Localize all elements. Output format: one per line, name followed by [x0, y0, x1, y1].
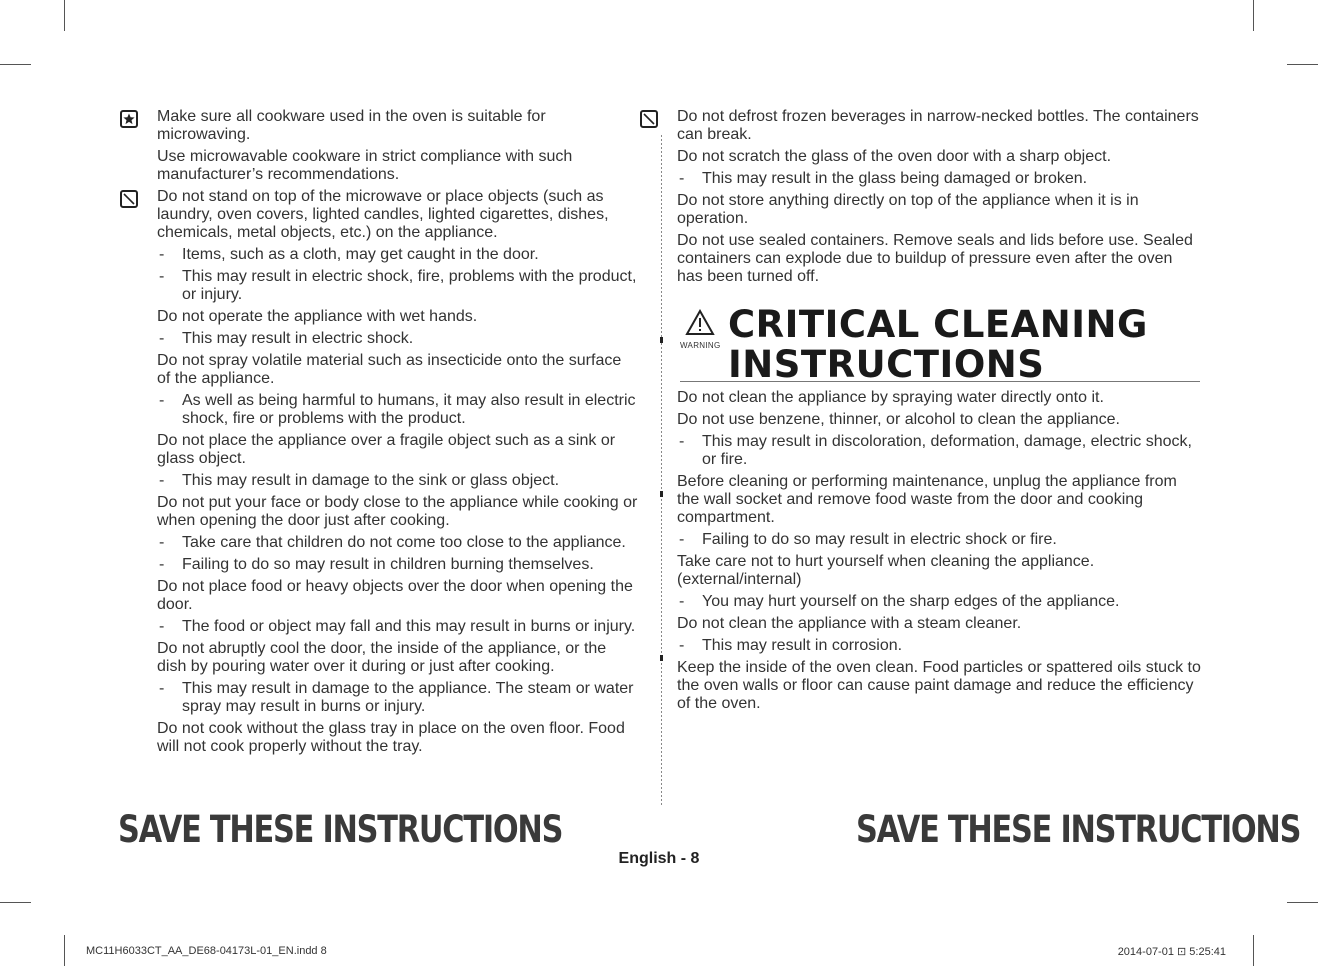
text: Do not defrost frozen beverages in narrow-necked bottles. The containers can break.: [677, 108, 1199, 143]
text: Keep the inside of the oven clean. Food particles or spattered oils stuck to the oven walls or floor can cause paint damage and reduce the efficiency of the oven.: [677, 659, 1201, 712]
divider-mark: [660, 655, 663, 661]
text: Do not put your face or body close to the appliance while cooking or when opening the door just after cooking.: [157, 494, 638, 529]
paragraph: [677, 659, 1202, 713]
paragraph: [157, 720, 639, 756]
bullet-item: [157, 680, 639, 716]
prohibited-icon: [640, 110, 658, 128]
bullet-item: [157, 268, 639, 304]
crop-mark: [1287, 64, 1318, 65]
text: Do not scratch the glass of the oven door with a sharp object.: [677, 148, 1112, 165]
paragraph: [157, 148, 639, 184]
text: Take care not to hurt yourself when cleaning the appliance. (external/internal): [677, 553, 1095, 588]
bullet-item: [677, 531, 1202, 549]
paragraph: [157, 494, 639, 530]
text: Do not abruptly cool the door, the inside of the appliance, or the dish by pouring water over it during or just after cooking.: [157, 640, 607, 675]
text: Do not spray volatile material such as insecticide onto the surface of the appliance.: [157, 352, 622, 387]
page-number: English - 8: [618, 850, 700, 867]
bullet-item: [157, 246, 639, 264]
paragraph: [677, 615, 1202, 633]
crop-mark: [1253, 0, 1254, 31]
text: You may hurt yourself on the sharp edges of the appliance.: [702, 593, 1120, 610]
text: Failing to do so may result in children burning themselves.: [182, 556, 594, 573]
crop-mark: [0, 902, 31, 903]
bullet-item: [677, 637, 1202, 655]
paragraph: [157, 432, 639, 468]
text: Do not operate the appliance with wet hands.: [157, 308, 478, 325]
divider-mark: [660, 491, 663, 497]
column-divider: [661, 135, 662, 805]
paragraph: [157, 352, 639, 388]
divider-mark: [660, 337, 663, 343]
text: Failing to do so may result in electric shock or fire.: [702, 531, 1057, 548]
text: This may result in electric shock, fire, problems with the product, or injury.: [182, 268, 637, 303]
paragraph: [157, 640, 639, 676]
text: Do not use sealed containers. Remove seals and lids before use. Sealed containers can explode due to buildup of pressure even after the oven has been turned off.: [677, 232, 1193, 285]
bullet-item: [157, 392, 639, 428]
paragraph: [677, 148, 1202, 166]
text: Do not store anything directly on top of the appliance when it is in operation.: [677, 192, 1139, 227]
text: Do not use benzene, thinner, or alcohol to clean the appliance.: [677, 411, 1120, 428]
text: Make sure all cookware used in the oven is suitable for microwaving.: [157, 108, 546, 143]
heading-line-2: INSTRUCTIONS: [728, 343, 1045, 386]
bullet-item: [157, 534, 639, 552]
crop-mark: [1287, 902, 1318, 903]
heading-line-1: CRITICAL CLEANING: [728, 303, 1148, 346]
paragraph: [677, 411, 1202, 429]
text: This may result in damage to the appliance. The steam or water spray may result in burns or injury.: [182, 680, 634, 715]
text: As well as being harmful to humans, it may also result in electric shock, fire or problems with the product.: [182, 392, 636, 427]
icon-paragraph: [157, 188, 639, 242]
prohibited-icon: [120, 190, 138, 208]
paragraph: [677, 389, 1202, 407]
text: Do not place food or heavy objects over the door when opening the door.: [157, 578, 633, 613]
text: Before cleaning or performing maintenance, unplug the appliance from the wall socket and remove food waste from the door and cooking compartment.: [677, 473, 1177, 526]
section-heading: [680, 303, 1200, 386]
paragraph: [677, 553, 1202, 589]
text: Items, such as a cloth, may get caught in the door.: [182, 246, 539, 263]
paragraph: [157, 578, 639, 614]
paragraph: [677, 232, 1202, 286]
bullet-item: [677, 170, 1202, 188]
crop-mark: [1253, 935, 1254, 966]
footer-filename: MC11H6033CT_AA_DE68-04173L-01_EN.indd 8: [86, 945, 327, 957]
text: Use microwavable cookware in strict compliance with such manufacturer’s recommendations.: [157, 148, 573, 183]
save-instructions-left: SAVE THESE INSTRUCTIONS: [118, 808, 563, 851]
paragraph: [677, 192, 1202, 228]
bullet-item: [157, 556, 639, 574]
text: Do not place the appliance over a fragile object such as a sink or glass object.: [157, 432, 616, 467]
bullet-item: [157, 618, 639, 636]
paragraph: [157, 308, 639, 326]
text: Take care that children do not come too close to the appliance.: [182, 534, 626, 551]
bullet-item: [677, 433, 1202, 469]
right-column-top: [677, 108, 1202, 290]
paragraph: [677, 473, 1202, 527]
text: Do not stand on top of the microwave or place objects (such as laundry, oven covers, lighted candles, lighted cigarettes, dishes, chemicals, metal objects, etc.) on the appliance.: [157, 188, 609, 241]
text: This may result in the glass being damaged or broken.: [702, 170, 1088, 187]
warning-badge: [680, 309, 720, 350]
warning-triangle-icon: [685, 309, 715, 336]
text: This may result in damage to the sink or glass object.: [182, 472, 560, 489]
text: Do not clean the appliance with a steam cleaner.: [677, 615, 1022, 632]
icon-paragraph: [157, 108, 639, 144]
text: This may result in electric shock.: [182, 330, 414, 347]
footer-timestamp: 2014-07-01 ⊡ 5:25:41: [1117, 946, 1226, 958]
crop-mark: [0, 64, 31, 65]
bullet-item: [157, 472, 639, 490]
left-column: [157, 108, 639, 760]
text: Do not cook without the glass tray in place on the oven floor. Food will not cook properly without the tray.: [157, 720, 625, 755]
text: The food or object may fall and this may result in burns or injury.: [182, 618, 636, 635]
text: This may result in discoloration, deformation, damage, electric shock, or fire.: [702, 433, 1192, 468]
icon-paragraph: [677, 108, 1202, 144]
text: This may result in corrosion.: [702, 637, 903, 654]
crop-mark: [64, 935, 65, 966]
crop-mark: [64, 0, 65, 31]
save-instructions-right: SAVE THESE INSTRUCTIONS: [856, 808, 1301, 851]
warning-label: WARNING: [680, 341, 721, 350]
star-icon: [120, 110, 138, 128]
bullet-item: [677, 593, 1202, 611]
right-column-bottom: [677, 389, 1202, 717]
bullet-item: [157, 330, 639, 348]
text: Do not clean the appliance by spraying water directly onto it.: [677, 389, 1104, 406]
